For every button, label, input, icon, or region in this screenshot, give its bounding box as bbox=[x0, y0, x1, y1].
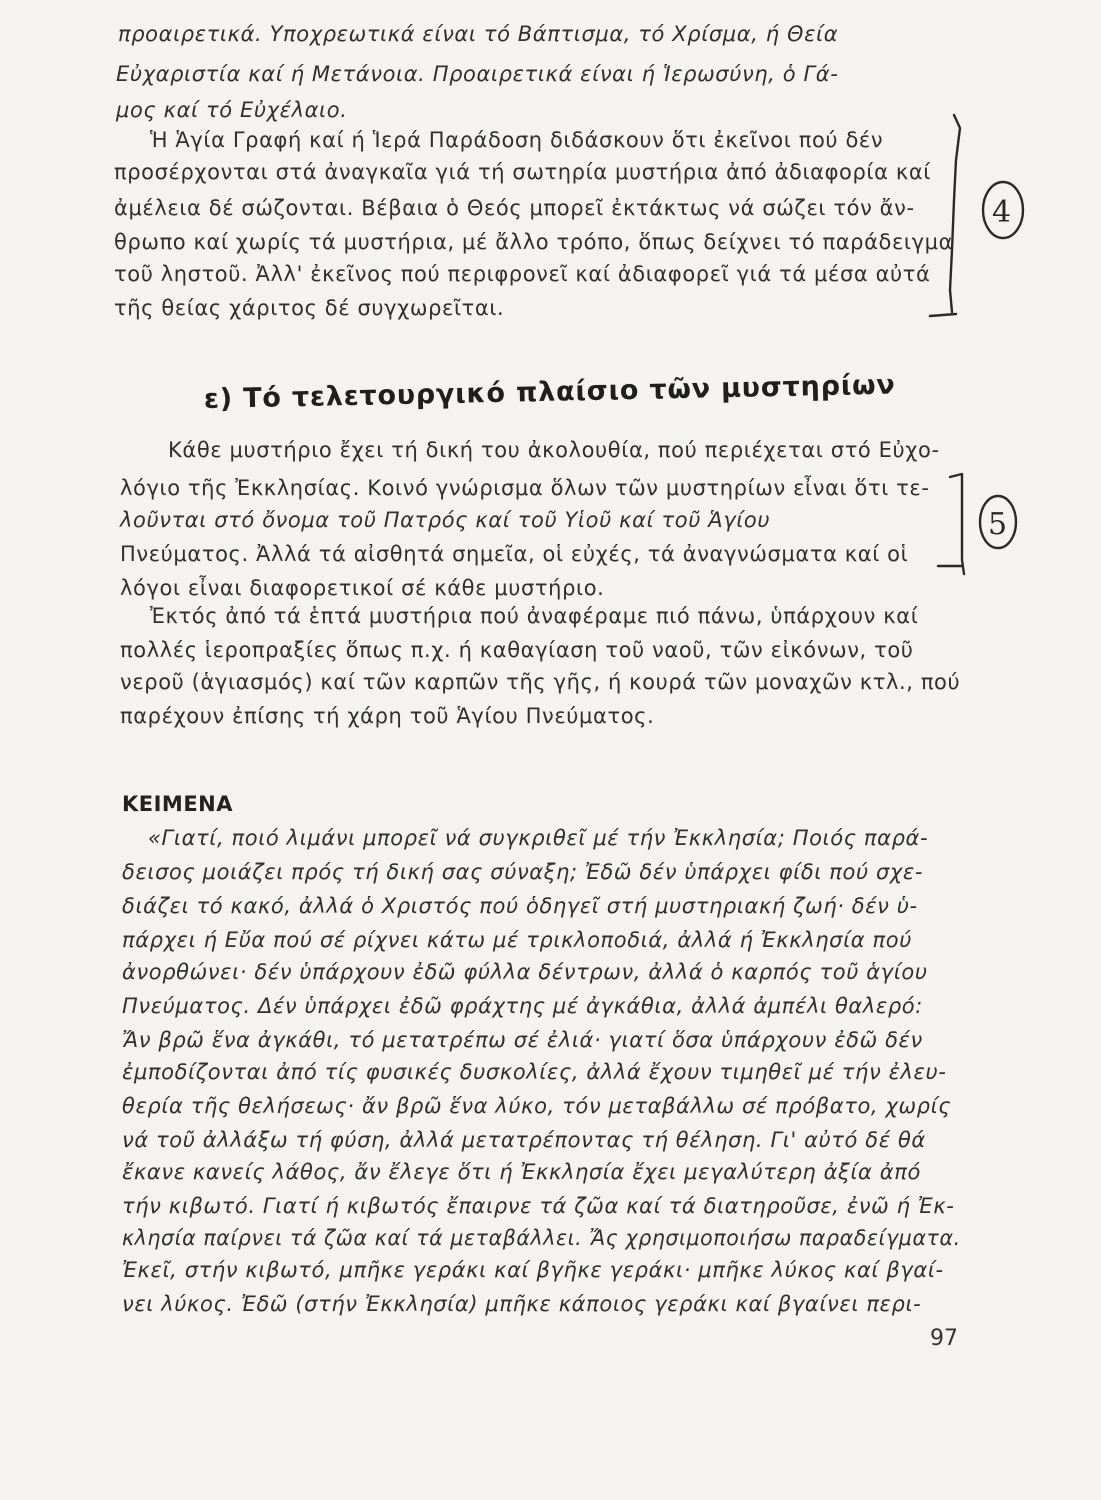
circle-mark-2 bbox=[980, 496, 1016, 548]
text-line: θρωπο καί χωρίς τά μυστήρια, μέ ἄλλο τρόπο, ὅπως δείχνει τό παράδειγμα bbox=[114, 230, 954, 254]
text-line: ἐμποδίζονται ἀπό τίς φυσικές δυσκολίες, ἀλλά ἔχουν τιμηθεῖ μέ τήν ἐλευ- bbox=[122, 1060, 947, 1084]
text-line: νεροῦ (ἁγιασμός) καί τῶν καρπῶν τῆς γῆς, ή κουρά τῶν μοναχῶν κτλ., πού bbox=[120, 670, 961, 694]
text-line: τῆς θείας χάριτος δέ συγχωρεῖται. bbox=[114, 296, 505, 320]
text-line: νει λύκος. Ἐδῶ (στήν Ἐκκλησία) μπῆκε κάποιος γεράκι καί βγαίνει περι- bbox=[122, 1292, 922, 1316]
texts-title: ΚΕΙΜΕΝΑ bbox=[122, 792, 234, 816]
text-line: θερία τῆς θελήσεως· ἄν βρῶ ἕνα λύκο, τόν μεταβάλλω σέ πρόβατο, χωρίς bbox=[122, 1094, 952, 1118]
margin-bracket-2 bbox=[938, 474, 964, 574]
text-line: τήν κιβωτό. Γιατί ή κιβωτός ἔπαιρνε τά ζῶα καί τά διατηροῦσε, ἐνῶ ή Ἐκ- bbox=[122, 1194, 955, 1218]
text-line: Εὐχαριστία καί ή Μετάνοια. Προαιρετικά είναι ή Ἱερωσύνη, ὁ Γά- bbox=[116, 62, 839, 86]
text-line: παρέχουν ἐπίσης τή χάρη τοῦ Ἁγίου Πνεύματος. bbox=[120, 704, 655, 728]
text-line: ἀμέλεια δέ σώζονται. Βέβαια ὁ Θεός μπορεῖ ἐκτάκτως νά σώζει τόν ἄν- bbox=[114, 196, 915, 220]
text-line: Ἡ Ἁγία Γραφή καί ή Ἱερά Παράδοση διδάσκουν ὅτι ἐκεῖνοι πού δέν bbox=[150, 128, 884, 152]
text-line: Ἐκτός ἀπό τά ἑπτά μυστήρια πού ἀναφέραμε πιό πάνω, ὑπάρχουν καί bbox=[150, 604, 919, 628]
text-line: κλησία παίρνει τά ζῶα καί τά μεταβάλλει. Ἄς χρησιμοποιήσω παραδείγματα. bbox=[122, 1226, 961, 1250]
text-line: δεισος μοιάζει πρός τή δική σας σύναξη; Ἐδῶ δέν ὑπάρχει φίδι πού σχε- bbox=[122, 860, 924, 884]
text-line: Πνεύματος. Δέν ὑπάρχει ἐδῶ φράχτης μέ ἀγκάθια, ἀλλά ἀμπέλι θαλερό: bbox=[122, 994, 923, 1018]
margin-note-2: 5 bbox=[988, 507, 1008, 542]
text-line: Πνεύματος. Ἀλλά τά αἰσθητά σημεῖα, οἱ εὐχές, τά ἀναγνώσματα καί οἱ bbox=[120, 542, 909, 566]
text-line: προσέρχονται στά ἀναγκαῖα γιά τή σωτηρία μυστήρια ἀπό ἀδιαφορία καί bbox=[114, 160, 931, 184]
text-line: τοῦ ληστοῦ. Ἀλλ' ἐκεῖνος πού περιφρονεῖ καί ἀδιαφορεῖ γιά τά μέσα αὐτά bbox=[114, 262, 931, 286]
text-line: λόγιο τῆς Ἐκκλησίας. Κοινό γνώρισμα ὅλων τῶν μυστηρίων εἶναι ὅτι τε- bbox=[120, 476, 930, 500]
text-line: πάρχει ή Εὔα πού σέ ρίχνει κάτω μέ τρικλοποδιά, ἀλλά ή Ἐκκλησία πού bbox=[122, 928, 912, 952]
margin-bracket-1 bbox=[930, 115, 960, 316]
text-line: μος καί τό Εὐχέλαιο. bbox=[116, 98, 348, 122]
section-heading: ε) Τό τελετουργικό πλαίσιο τῶν μυστηρίων bbox=[203, 369, 896, 415]
page-number: 97 bbox=[930, 1326, 958, 1351]
text-line: Ἐκεῖ, στήν κιβωτό, μπῆκε γεράκι καί βγῆκε γεράκι· μπῆκε λύκος καί βγαί- bbox=[122, 1258, 944, 1282]
text-line: νά τοῦ ἀλλάξω τή φύση, ἀλλά μετατρέποντας τή θέληση. Γι' αὐτό δέ θά bbox=[122, 1128, 926, 1152]
text-line: διάζει τό κακό, ἀλλά ὁ Χριστός πού ὁδηγεῖ στή μυστηριακή ζωή· δέν ὑ- bbox=[122, 894, 918, 918]
text-line: Ἄν βρῶ ἕνα ἀγκάθι, τό μετατρέπω σέ ἐλιά· γιατί ὅσα ὑπάρχουν ἐδῶ δέν bbox=[122, 1028, 923, 1052]
circle-mark-1 bbox=[983, 182, 1023, 238]
margin-note-1: 4 bbox=[992, 195, 1012, 230]
text-line: ἔκανε κανείς λάθος, ἄν ἔλεγε ὅτι ή Ἐκκλησία ἔχει μεγαλύτερη ἀξία ἀπό bbox=[122, 1160, 921, 1184]
text-line: ἀνορθώνει· δέν ὑπάρχουν ἐδῶ φύλλα δέντρων, ἀλλά ὁ καρπός τοῦ ἁγίου bbox=[122, 960, 928, 984]
text-line: «Γιατί, ποιό λιμάνι μπορεῖ νά συγκριθεῖ μέ τήν Ἐκκλησία; Ποιός παρά- bbox=[148, 826, 929, 850]
text-line: Κάθε μυστήριο ἔχει τή δική του ἀκολουθία, πού περιέχεται στό Εὐχο- bbox=[168, 438, 940, 462]
text-line: πολλές ἱεροπραξίες ὅπως π.χ. ή καθαγίαση τοῦ ναοῦ, τῶν εἰκόνων, τοῦ bbox=[120, 638, 914, 662]
text-line bbox=[120, 508, 770, 532]
text-line-content: λοῦνται στό ὄνομα τοῦ Πατρός καί τοῦ Υἱοῦ καί τοῦ Ἁγίου bbox=[120, 508, 771, 532]
text-line: λόγοι εἶναι διαφορετικοί σέ κάθε μυστήριο. bbox=[120, 576, 605, 600]
text-line: προαιρετικά. Υποχρεωτικά είναι τό Βάπτισμα, τό Χρίσμα, ή Θεία bbox=[118, 22, 839, 46]
